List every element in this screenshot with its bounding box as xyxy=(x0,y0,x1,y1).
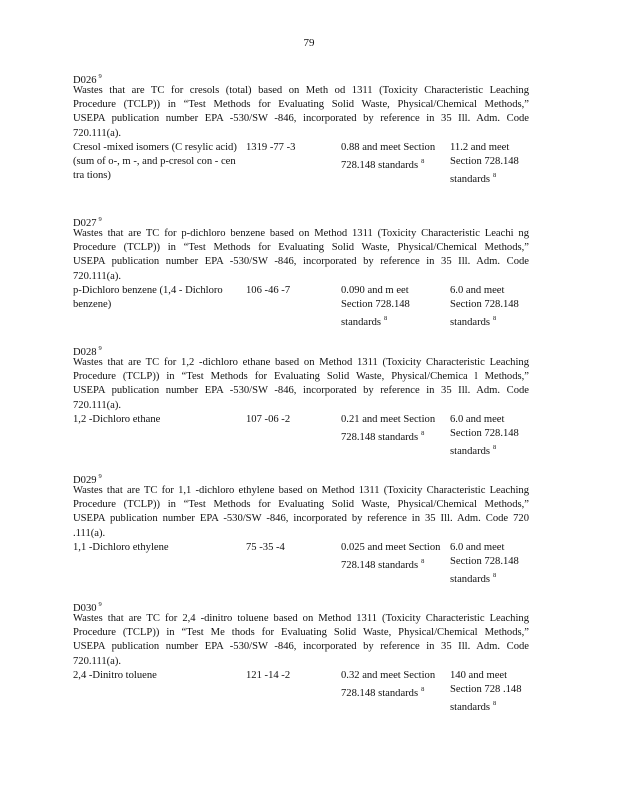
footnote-marker: 9 xyxy=(98,473,102,480)
waste-description: Wastes that are TC for cresols (total) based on Meth od 1311 (Toxicity Characteristic Leaching Procedure (TCLP)) in “Test Methods for Evaluating Solid Waste, Physical/Chemical Methods,” USEPA publication number EPA -530/SW -846, incorporated by reference in 35 Ill. Adm. Code 720.111(a). xyxy=(73,85,529,139)
constituent-row xyxy=(73,413,529,457)
constituent-row xyxy=(73,669,529,713)
page-number: 79 xyxy=(303,37,315,49)
constituent-name: 1,2 -Dichloro ethane xyxy=(73,413,161,425)
footnote-marker: 8 xyxy=(493,315,497,323)
footnote-marker: 8 xyxy=(493,172,497,180)
waste-code: D029 xyxy=(73,475,97,486)
waste-code-entry xyxy=(73,70,529,199)
constituent-name: Cresol -mixed isomers (C resylic acid) (sum of o-, m -, and p-cresol con - cen tra tions) xyxy=(73,141,237,182)
constituent-name: p-Dichloro benzene (1,4 - Dichloro benzene) xyxy=(73,284,223,311)
footnote-marker: 8 xyxy=(421,686,425,694)
footnote-marker: 8 xyxy=(421,430,425,438)
constituent-row xyxy=(73,541,529,585)
waste-code-heading xyxy=(73,70,529,84)
waste-code-entry xyxy=(73,342,529,457)
waste-code-heading xyxy=(73,342,529,356)
waste-code: D026 xyxy=(73,75,97,86)
footnote-marker: 8 xyxy=(421,558,425,566)
waste-code: D030 xyxy=(73,603,97,614)
constituent-row xyxy=(73,284,529,328)
nonwastewater-standard: 6.0 and meet Section 728.148 standards $^8$ xyxy=(450,413,519,458)
footnote-marker: 8 xyxy=(493,444,497,452)
waste-description: Wastes that are TC for 1,1 -dichloro ethylene based on Method 1311 (Toxicity Characteristic Leaching Procedure (TCLP)) in “Test Methods for Evaluating Solid Waste, Physical/Chemical Methods,” USEPA publication number EPA -530/SW -846, incorporated by reference in 35 Ill. Adm. Code 720 .111(a). xyxy=(73,485,529,539)
wastewater-standard: 0.21 and meet Section 728.148 standards $^8$ xyxy=(341,413,436,444)
cas-number: 121 -14 -2 xyxy=(246,669,291,681)
footnote-marker: 9 xyxy=(98,216,102,223)
constituent-name: 1,1 -Dichloro ethylene xyxy=(73,541,169,553)
constituent-row xyxy=(73,141,529,199)
cas-number: 106 -46 -7 xyxy=(246,284,291,296)
footnote-marker: 8 xyxy=(421,158,425,166)
waste-code-heading xyxy=(73,598,529,612)
footnote-marker: 9 xyxy=(98,73,102,80)
wastewater-standard: 0.025 and meet Section 728.148 standards $^8$ xyxy=(341,541,441,572)
footnote-marker: 9 xyxy=(98,601,102,608)
waste-code-heading xyxy=(73,470,529,484)
footnote-marker: 8 xyxy=(384,315,388,323)
footnote-marker: 9 xyxy=(98,345,102,352)
waste-code-heading xyxy=(73,213,529,227)
cas-number: 75 -35 -4 xyxy=(246,541,285,553)
waste-code: D027 xyxy=(73,218,97,229)
nonwastewater-standard: 11.2 and meet Section 728.148 standards $^8$ xyxy=(450,141,519,186)
waste-code-entry xyxy=(73,598,529,713)
wastewater-standard: 0.32 and meet Section 728.148 standards $^8$ xyxy=(341,669,436,700)
waste-code-entry xyxy=(73,213,529,328)
wastewater-standard: 0.88 and meet Section 728.148 standards $^8$ xyxy=(341,141,436,172)
nonwastewater-standard: 6.0 and meet Section 728.148 standards $^8$ xyxy=(450,284,519,329)
waste-code-entry xyxy=(73,470,529,585)
cas-number: 1319 -77 -3 xyxy=(246,141,296,153)
footnote-marker: 8 xyxy=(493,572,497,580)
waste-description: Wastes that are TC for 2,4 -dinitro toluene based on Method 1311 (Toxicity Characteristic Leaching Procedure (TCLP)) in “Test Me thods for Evaluating Solid Waste, Physical/Chemical Methods,” USEPA publication number EPA -530/SW -846, incorporated by reference in 35 Ill. Adm. Code 720.111(a). xyxy=(73,613,529,667)
waste-code: D028 xyxy=(73,347,97,358)
waste-description: Wastes that are TC for 1,2 -dichloro ethane based on Method 1311 (Toxicity Characteristic Leaching Procedure (TCLP)) in “Test Methods for Evaluating Solid Waste, Physical/Chemica l Methods,” USEPA publication number EPA -530/SW -846, incorporated by reference in 35 Ill. Adm. Code 720.111(a). xyxy=(73,357,529,411)
constituent-name: 2,4 -Dinitro toluene xyxy=(73,669,157,681)
wastewater-standard: 0.090 and m eet Section 728.148 standards $^8$ xyxy=(341,284,410,329)
nonwastewater-standard: 6.0 and meet Section 728.148 standards $^8$ xyxy=(450,541,519,586)
footnote-marker: 8 xyxy=(493,700,497,708)
waste-description: Wastes that are TC for p-dichloro benzene based on Method 1311 (Toxicity Characteristic Leachi ng Procedure (TCLP)) in “Test Methods for Evaluating Solid Waste, Physical/Chemical Methods,” USEPA publication number EPA -530/SW -846, incorporated by reference in 35 Ill. Adm. Code 720.111(a). xyxy=(73,228,529,282)
cas-number: 107 -06 -2 xyxy=(246,413,291,425)
nonwastewater-standard: 140 and meet Section 728 .148 standards $^8$ xyxy=(450,669,522,714)
